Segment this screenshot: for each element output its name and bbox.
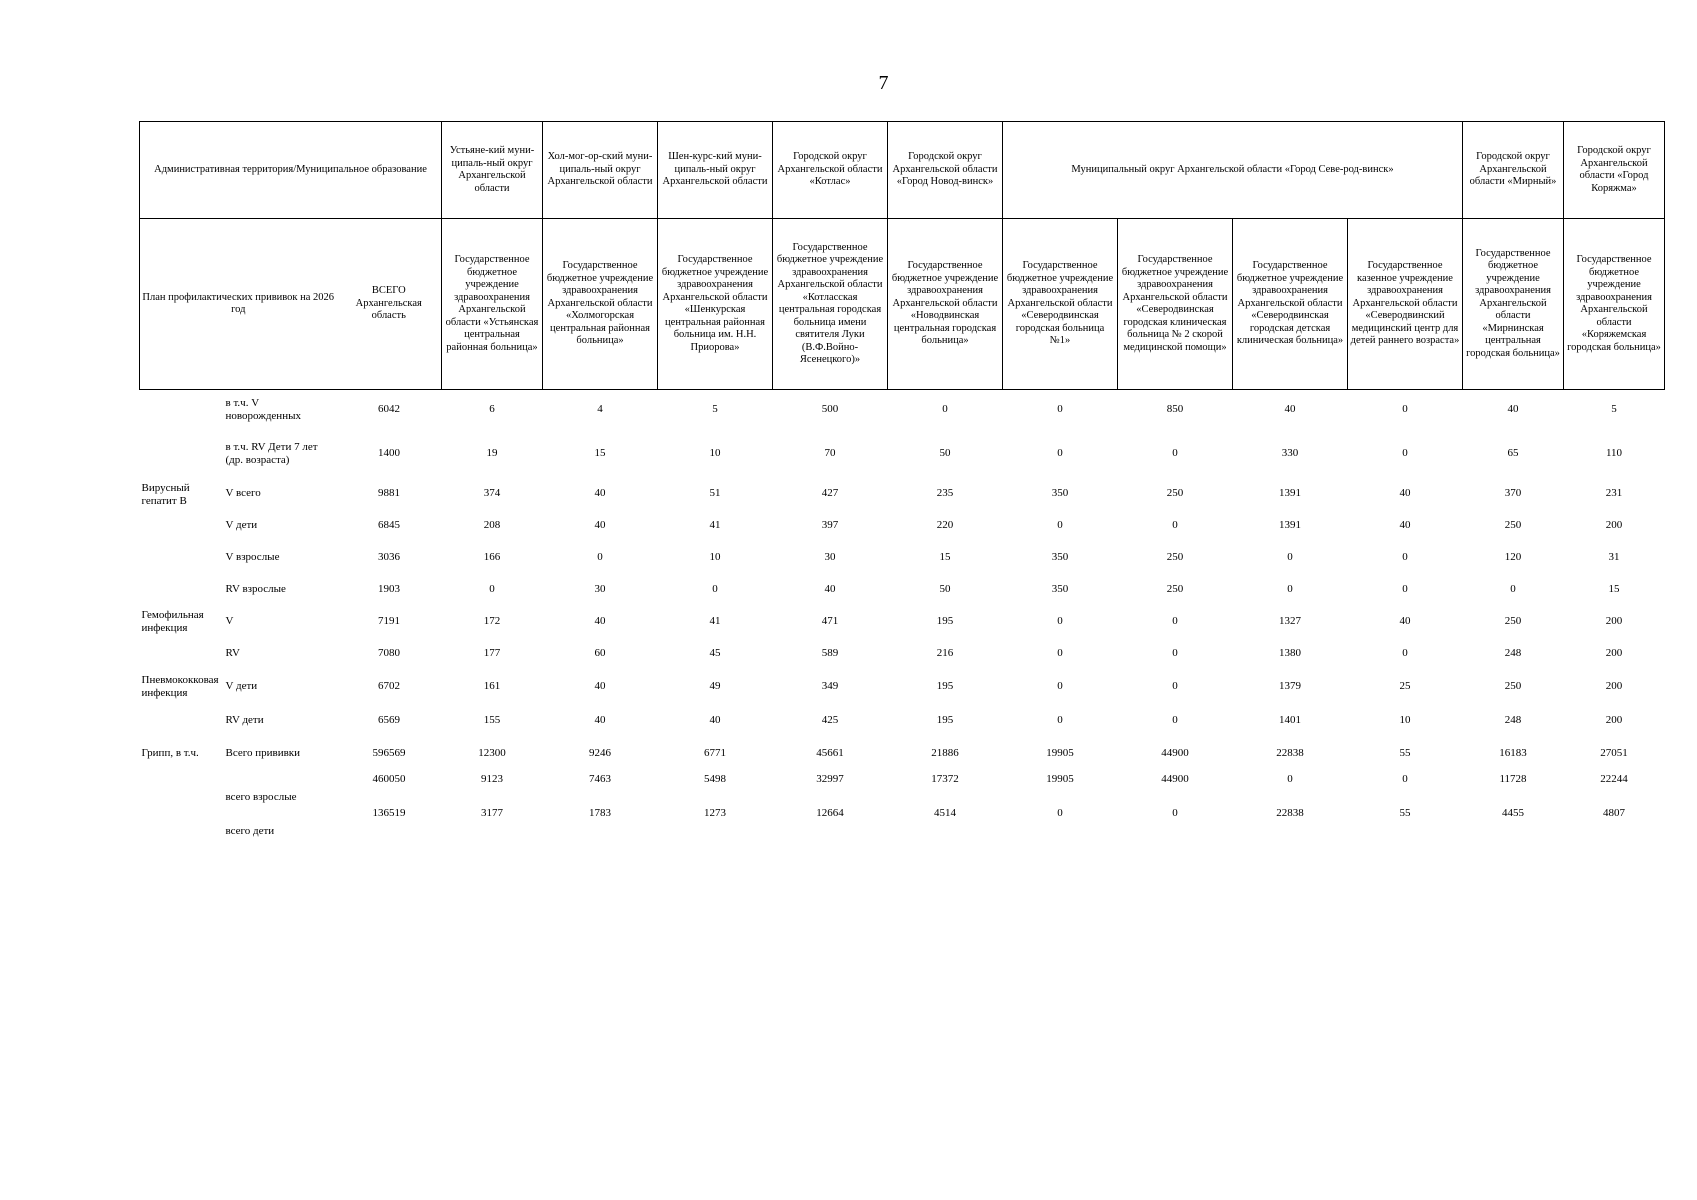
value-cell: 12664 bbox=[816, 806, 844, 819]
row-label: V bbox=[225, 615, 234, 627]
header-row-institutions bbox=[140, 219, 1665, 390]
value-cell: 0 bbox=[1172, 806, 1178, 819]
value-cell: 15 bbox=[594, 447, 606, 459]
value-cell: 3177 bbox=[481, 806, 503, 819]
total-value: 6042 bbox=[378, 403, 400, 416]
value-cell: 250 bbox=[1166, 583, 1184, 595]
row-label: RV взрослые bbox=[225, 583, 286, 595]
territory-kotlas: Городской округ Архангельской области «Котлас» bbox=[773, 122, 888, 219]
category-cell bbox=[140, 704, 224, 738]
table-row bbox=[140, 638, 1665, 670]
row-label: RV bbox=[225, 647, 240, 659]
value-cell: 195 bbox=[936, 714, 954, 726]
value-cell: 31 bbox=[1608, 551, 1620, 563]
table-row bbox=[140, 738, 1665, 770]
value-cell: 40 bbox=[594, 487, 606, 499]
value-cell: 0 bbox=[1402, 403, 1408, 416]
category-cell bbox=[140, 510, 224, 542]
value-cell: 235 bbox=[936, 487, 954, 499]
value-cell: 40 bbox=[1399, 615, 1411, 627]
value-cell: 1391 bbox=[1279, 487, 1301, 499]
value-cell: 248 bbox=[1504, 647, 1522, 659]
value-cell: 1379 bbox=[1279, 680, 1301, 692]
value-cell: 427 bbox=[821, 487, 839, 499]
table-row bbox=[140, 574, 1665, 606]
value-cell: 0 bbox=[1057, 680, 1063, 692]
category-pneumo: Пневмококковая инфекция bbox=[141, 673, 219, 699]
value-cell: 22244 bbox=[1600, 772, 1628, 785]
institution-severodvinsk-2: Государственное бюджетное учреждение здравоохранения Архангельской области «Северодвинская городская клиническая больница № 2 скорой медицинской помощи» bbox=[1118, 219, 1233, 390]
institution-severodvinsk-1: Государственное бюджетное учреждение здравоохранения Архангельской области «Северодвинская городская больница №1» bbox=[1003, 219, 1118, 390]
value-cell: 4807 bbox=[1603, 806, 1626, 819]
value-cell: 30 bbox=[594, 583, 606, 595]
value-cell: 110 bbox=[1605, 447, 1623, 459]
value-cell: 30 bbox=[824, 551, 836, 563]
value-cell: 0 bbox=[1057, 447, 1063, 459]
value-cell: 1273 bbox=[704, 806, 726, 819]
value-cell: 49 bbox=[709, 680, 721, 692]
value-cell: 0 bbox=[489, 583, 495, 595]
value-cell: 1327 bbox=[1279, 615, 1301, 627]
value-cell: 195 bbox=[936, 680, 954, 692]
territory-shenkursky: Шен-курс-кий муни-ципаль-ный округ Архангельской области bbox=[658, 122, 773, 219]
value-cell: 250 bbox=[1166, 487, 1184, 499]
value-cell: 27051 bbox=[1600, 747, 1628, 759]
total-value: 136519 bbox=[372, 806, 406, 819]
value-cell: 172 bbox=[483, 615, 501, 627]
value-cell: 1783 bbox=[589, 806, 611, 819]
value-cell: 0 bbox=[597, 551, 603, 563]
value-cell: 1401 bbox=[1279, 714, 1301, 726]
value-cell: 0 bbox=[712, 583, 718, 595]
value-cell: 0 bbox=[1057, 714, 1063, 726]
value-cell: 55 bbox=[1399, 806, 1411, 819]
territory-severodvinsk: Муниципальный округ Архангельской области «Город Севе-род-винск» bbox=[1003, 122, 1463, 219]
value-cell: 471 bbox=[821, 615, 839, 627]
value-cell: 40 bbox=[594, 519, 606, 531]
value-cell: 248 bbox=[1504, 714, 1522, 726]
value-cell: 250 bbox=[1504, 519, 1522, 531]
value-cell: 350 bbox=[1051, 551, 1069, 563]
value-cell: 370 bbox=[1504, 487, 1522, 499]
value-cell: 200 bbox=[1605, 714, 1623, 726]
row-label: RV дети bbox=[225, 714, 264, 726]
value-cell: 21886 bbox=[931, 747, 959, 759]
value-cell: 65 bbox=[1507, 447, 1519, 459]
value-cell: 161 bbox=[483, 680, 501, 692]
value-cell: 0 bbox=[1057, 403, 1063, 416]
value-cell: 12300 bbox=[478, 747, 506, 759]
value-cell: 9123 bbox=[481, 772, 503, 785]
value-cell: 40 bbox=[1399, 519, 1411, 531]
value-cell: 166 bbox=[483, 551, 501, 563]
value-cell: 195 bbox=[936, 615, 954, 627]
total-value: 7191 bbox=[378, 615, 400, 627]
value-cell: 0 bbox=[1287, 551, 1293, 563]
value-cell: 250 bbox=[1166, 551, 1184, 563]
value-cell: 15 bbox=[939, 551, 951, 563]
value-cell: 250 bbox=[1504, 680, 1522, 692]
value-cell: 40 bbox=[1399, 487, 1411, 499]
value-cell: 70 bbox=[824, 447, 836, 459]
value-cell: 40 bbox=[1284, 403, 1296, 416]
value-cell: 10 bbox=[709, 551, 721, 563]
value-cell: 589 bbox=[821, 647, 839, 659]
total-value: 460050 bbox=[372, 772, 406, 785]
value-cell: 0 bbox=[1402, 551, 1408, 563]
table-row bbox=[140, 770, 1665, 804]
value-cell: 0 bbox=[1172, 647, 1178, 659]
institution-ustyanskaya: Государственное бюджетное учреждение здравоохранения Архангельской области «Устьянская центральная районная больница» bbox=[442, 219, 543, 390]
value-cell: 231 bbox=[1605, 487, 1623, 499]
value-cell: 40 bbox=[709, 714, 721, 726]
value-cell: 250 bbox=[1504, 615, 1522, 627]
value-cell: 330 bbox=[1281, 447, 1299, 459]
value-cell: 51 bbox=[709, 487, 721, 499]
admin-territory-header: Административная территория/Муниципальное образование bbox=[140, 122, 442, 219]
value-cell: 220 bbox=[936, 519, 954, 531]
category-hepatitis-b: Вирусный гепатит B bbox=[141, 481, 190, 507]
value-cell: 22838 bbox=[1276, 806, 1304, 819]
total-value: 6845 bbox=[378, 519, 400, 531]
value-cell: 5 bbox=[712, 403, 718, 416]
total-value: 3036 bbox=[378, 551, 400, 563]
institution-koryazhemskaya: Государственное бюджетное учреждение здравоохранения Архангельской области «Коряжемская городская больница» bbox=[1564, 219, 1665, 390]
value-cell: 0 bbox=[1057, 806, 1063, 819]
value-cell: 16183 bbox=[1499, 747, 1527, 759]
value-cell: 0 bbox=[1057, 615, 1063, 627]
table-row bbox=[140, 542, 1665, 574]
row-label: всего дети bbox=[225, 824, 275, 837]
value-cell: 10 bbox=[709, 447, 721, 459]
table-row bbox=[140, 430, 1665, 478]
value-cell: 7463 bbox=[589, 772, 611, 785]
value-cell: 500 bbox=[821, 403, 839, 416]
institution-shenkurskaya: Государственное бюджетное учреждение здравоохранения Архангельской области «Шенкурская центральная районная больница им. Н.Н. Приорова» bbox=[658, 219, 773, 390]
value-cell: 19905 bbox=[1046, 747, 1074, 759]
table-row bbox=[140, 670, 1665, 704]
value-cell: 50 bbox=[939, 447, 951, 459]
value-cell: 0 bbox=[1287, 772, 1293, 785]
value-cell: 216 bbox=[936, 647, 954, 659]
category-cell bbox=[140, 390, 224, 430]
value-cell: 45661 bbox=[816, 747, 844, 759]
plan-header: План профилактических прививок на 2026 год bbox=[140, 219, 337, 390]
table-row bbox=[140, 704, 1665, 738]
value-cell: 177 bbox=[483, 647, 501, 659]
value-cell: 5498 bbox=[704, 772, 726, 785]
value-cell: 0 bbox=[1287, 583, 1293, 595]
row-label: в т.ч. RV Дети 7 лет (др. возраста) bbox=[225, 440, 318, 466]
value-cell: 41 bbox=[709, 519, 721, 531]
value-cell: 25 bbox=[1399, 680, 1411, 692]
value-cell: 850 bbox=[1166, 403, 1184, 416]
value-cell: 350 bbox=[1051, 487, 1069, 499]
value-cell: 40 bbox=[594, 615, 606, 627]
value-cell: 397 bbox=[821, 519, 839, 531]
value-cell: 22838 bbox=[1276, 747, 1304, 759]
value-cell: 44900 bbox=[1161, 772, 1189, 785]
value-cell: 0 bbox=[942, 403, 948, 416]
institution-severodvinsk-children: Государственное бюджетное учреждение здравоохранения Архангельской области «Северодвинская городская детская клиническая больница» bbox=[1233, 219, 1348, 390]
total-value: 596569 bbox=[372, 747, 406, 759]
total-value: 7080 bbox=[378, 647, 400, 659]
category-cell bbox=[140, 574, 224, 606]
value-cell: 6 bbox=[489, 403, 495, 416]
value-cell: 4514 bbox=[934, 806, 956, 819]
territory-mirny: Городской округ Архангельской области «Мирный» bbox=[1463, 122, 1564, 219]
institution-kholmogorskaya: Государственное бюджетное учреждение здравоохранения Архангельской области «Холмогорская центральная районная больница» bbox=[543, 219, 658, 390]
value-cell: 11728 bbox=[1499, 772, 1527, 785]
territory-novodvinsk: Городской округ Архангельской области «Город Новод-винск» bbox=[888, 122, 1003, 219]
row-label: в т.ч. V новорожденных bbox=[225, 396, 301, 422]
table-row bbox=[140, 478, 1665, 510]
value-cell: 60 bbox=[594, 647, 606, 659]
territory-kholmogorsky: Хол-мог-ор-ский муни-ципаль-ный округ Архангельской области bbox=[543, 122, 658, 219]
value-cell: 200 bbox=[1605, 647, 1623, 659]
vaccination-plan-table-wrapper bbox=[139, 121, 1661, 838]
value-cell: 40 bbox=[824, 583, 836, 595]
value-cell: 0 bbox=[1172, 447, 1178, 459]
total-header: ВСЕГО Архангельская область bbox=[337, 219, 442, 390]
row-label: Всего прививки bbox=[225, 747, 301, 759]
category-cell bbox=[140, 804, 224, 838]
value-cell: 374 bbox=[483, 487, 501, 499]
value-cell: 0 bbox=[1057, 519, 1063, 531]
row-label: всего взрослые bbox=[225, 790, 297, 803]
value-cell: 200 bbox=[1605, 680, 1623, 692]
table-row bbox=[140, 390, 1665, 430]
vaccination-plan-table bbox=[139, 121, 1665, 838]
value-cell: 9246 bbox=[589, 747, 611, 759]
institution-novodvinskaya: Государственное бюджетное учреждение здравоохранения Архангельской области «Новодвинская центральная городская больница» bbox=[888, 219, 1003, 390]
value-cell: 45 bbox=[709, 647, 721, 659]
value-cell: 0 bbox=[1510, 583, 1516, 595]
territory-koryazhma: Городской округ Архангельской области «Город Коряжма» bbox=[1564, 122, 1665, 219]
value-cell: 19 bbox=[486, 447, 498, 459]
institution-kotlasskaya: Государственное бюджетное учреждение здравоохранения Архангельской области «Котласская центральная городская больница имени святителя Луки (В.Ф.Войно-Ясенецкого)» bbox=[773, 219, 888, 390]
value-cell: 0 bbox=[1172, 615, 1178, 627]
value-cell: 350 bbox=[1051, 583, 1069, 595]
value-cell: 6771 bbox=[704, 747, 726, 759]
table-row bbox=[140, 606, 1665, 638]
total-value: 6569 bbox=[378, 714, 400, 726]
value-cell: 40 bbox=[594, 680, 606, 692]
institution-severodvinsk-early-age: Государственное казенное учреждение здравоохранения Архангельской области «Северодвинский медицинский центр для детей раннего возраста» bbox=[1348, 219, 1463, 390]
value-cell: 208 bbox=[483, 519, 501, 531]
value-cell: 200 bbox=[1605, 615, 1623, 627]
total-value: 9881 bbox=[378, 487, 400, 499]
value-cell: 5 bbox=[1611, 403, 1617, 416]
value-cell: 1391 bbox=[1279, 519, 1301, 531]
value-cell: 17372 bbox=[931, 772, 959, 785]
category-cell bbox=[140, 430, 224, 478]
value-cell: 0 bbox=[1172, 680, 1178, 692]
total-value: 6702 bbox=[378, 680, 400, 692]
row-label: V дети bbox=[225, 519, 258, 531]
value-cell: 40 bbox=[1507, 403, 1519, 416]
category-cell bbox=[140, 542, 224, 574]
row-label: V дети bbox=[225, 680, 258, 692]
value-cell: 0 bbox=[1172, 519, 1178, 531]
value-cell: 10 bbox=[1399, 714, 1411, 726]
value-cell: 4 bbox=[597, 403, 603, 416]
total-value: 1400 bbox=[378, 447, 400, 459]
value-cell: 40 bbox=[594, 714, 606, 726]
category-flu: Грипп, в т.ч. bbox=[141, 747, 199, 759]
category-cell bbox=[140, 638, 224, 670]
value-cell: 50 bbox=[939, 583, 951, 595]
table-row bbox=[140, 804, 1665, 838]
value-cell: 425 bbox=[821, 714, 839, 726]
value-cell: 44900 bbox=[1161, 747, 1189, 759]
institution-mirninskaya: Государственное бюджетное учреждение здравоохранения Архангельской области «Мирнинская центральная городская больница» bbox=[1463, 219, 1564, 390]
value-cell: 0 bbox=[1402, 583, 1408, 595]
value-cell: 32997 bbox=[816, 772, 844, 785]
value-cell: 0 bbox=[1172, 714, 1178, 726]
value-cell: 0 bbox=[1402, 447, 1408, 459]
value-cell: 55 bbox=[1399, 747, 1411, 759]
value-cell: 15 bbox=[1608, 583, 1620, 595]
row-label: V взрослые bbox=[225, 551, 280, 563]
value-cell: 200 bbox=[1605, 519, 1623, 531]
category-cell bbox=[140, 770, 224, 804]
row-label: V всего bbox=[225, 487, 261, 499]
value-cell: 19905 bbox=[1046, 772, 1074, 785]
value-cell: 41 bbox=[709, 615, 721, 627]
value-cell: 155 bbox=[483, 714, 501, 726]
header-row-territories bbox=[140, 122, 1665, 219]
value-cell: 0 bbox=[1057, 647, 1063, 659]
total-value: 1903 bbox=[378, 583, 400, 595]
table-row bbox=[140, 510, 1665, 542]
value-cell: 0 bbox=[1402, 772, 1408, 785]
value-cell: 4455 bbox=[1502, 806, 1525, 819]
value-cell: 0 bbox=[1402, 647, 1408, 659]
category-hib: Гемофильная инфекция bbox=[141, 608, 204, 634]
territory-ustyansky: Устьяне-кий муни-ципаль-ный округ Архангельской области bbox=[442, 122, 543, 219]
page-number: 7 bbox=[878, 72, 889, 94]
value-cell: 120 bbox=[1504, 551, 1522, 563]
value-cell: 1380 bbox=[1279, 647, 1301, 659]
value-cell: 349 bbox=[821, 680, 839, 692]
